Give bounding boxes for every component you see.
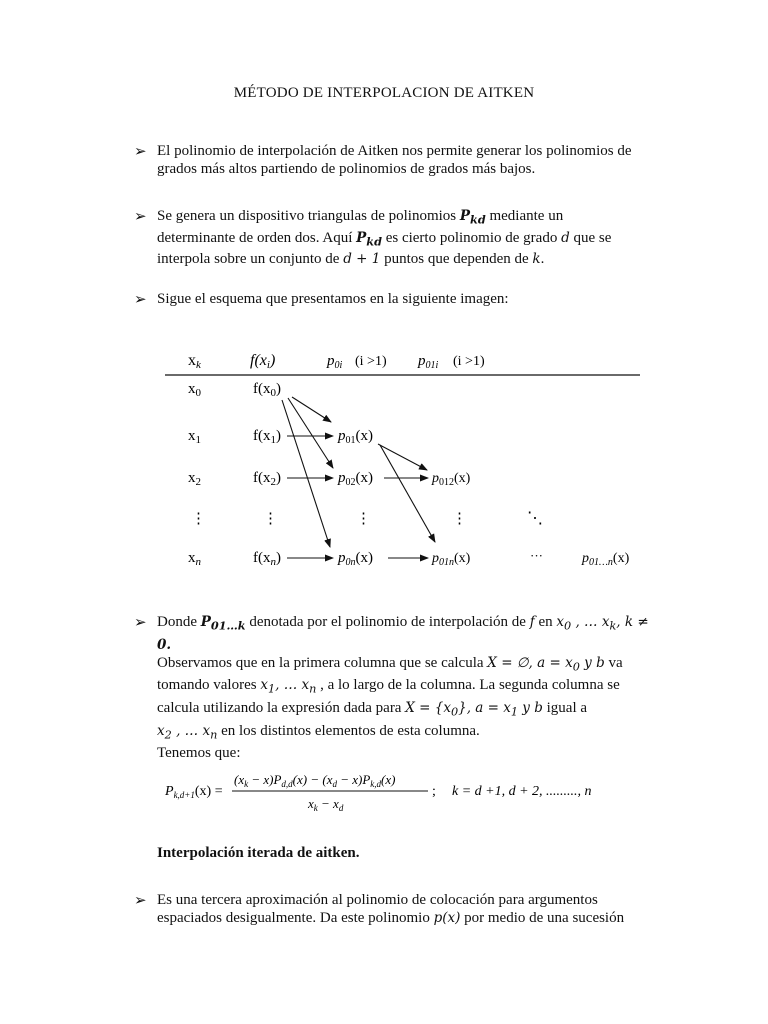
p012-label: $p_{012}(x)$ xyxy=(432,471,471,488)
formula-range: k = d +1, d + 2, ........., n xyxy=(452,784,592,799)
text: en los distintos elementos de esta columna. xyxy=(217,722,480,739)
text: . xyxy=(540,251,545,268)
math-sub: kd xyxy=(470,212,486,227)
math-x2 xyxy=(157,722,172,742)
math-text: x xyxy=(601,614,610,630)
p01n-final-label: $p_{01\dots n}(x)$ xyxy=(582,551,630,568)
math-text: x xyxy=(301,677,310,694)
math-p-of-x: p(x) xyxy=(433,910,461,926)
p0-vdots: ⋮ xyxy=(356,511,371,527)
math-text: x xyxy=(157,722,165,739)
text: Se genera un dispositivo triangulas de polinomios xyxy=(157,208,460,224)
math-xn xyxy=(202,722,218,742)
text-line xyxy=(157,699,662,722)
column-p01i xyxy=(431,471,471,568)
fxn-label: $f(x_n)$ xyxy=(253,550,281,568)
text-line xyxy=(157,722,662,745)
math-text: , … xyxy=(275,677,302,694)
text-line: Es una tercera aproximación al polinomio de colocación para argumentos xyxy=(157,892,598,908)
math-pkd xyxy=(356,229,382,249)
header-p01i: $p_{01i}$ xyxy=(418,353,439,371)
text: que se xyxy=(569,229,612,246)
text: tomando valores xyxy=(157,677,261,694)
math-text: , … xyxy=(171,722,203,739)
arrow-fx0-p01 xyxy=(292,397,331,422)
math-sub: n xyxy=(210,728,218,742)
math-text: y b xyxy=(579,654,605,671)
schema-header xyxy=(188,352,485,371)
bullet-arrow-icon: ➢ xyxy=(134,893,147,909)
page-title: MÉTODO DE INTERPOLACION DE AITKEN xyxy=(233,85,535,101)
text-line xyxy=(157,250,657,268)
arrow-fx0-p0n xyxy=(282,400,330,547)
p0n-label: $p_{0n}(x)$ xyxy=(338,550,373,568)
math-text: X = {x xyxy=(405,700,451,717)
text-line: Tenemos que: xyxy=(157,745,241,762)
x0-label: $x_0$ xyxy=(188,381,201,399)
p01-label: $p_{01}(x)$ xyxy=(338,428,373,446)
x-vdots: ⋮ xyxy=(191,511,206,527)
bullet-arrow-icon: ➢ xyxy=(134,144,147,160)
math-text: X = ∅, a = x xyxy=(487,654,573,671)
formula-lhs: $P_{k,d+1}(x)$ = xyxy=(165,784,223,800)
fx1-label: $f(x_1)$ xyxy=(253,428,281,446)
header-p0i: $p_{0i}$ xyxy=(327,353,343,371)
bullet-arrow-icon: ➢ xyxy=(134,209,147,225)
xn-label: $x_n$ xyxy=(188,550,201,568)
math-text: x xyxy=(556,614,564,630)
text: , a lo largo de la columna. La segunda columna se xyxy=(316,677,620,694)
aitken-scheme-diagram xyxy=(0,340,768,580)
text: en xyxy=(534,614,557,630)
math-f: f xyxy=(529,614,535,630)
f-vdots: ⋮ xyxy=(263,511,278,527)
text: puntos que dependen de xyxy=(380,251,533,268)
arrow-p01-p012 xyxy=(378,444,427,470)
text: mediante un xyxy=(485,208,564,224)
math-sub: 1 xyxy=(267,683,276,697)
math-sub: 0 xyxy=(564,619,572,633)
math-pkd xyxy=(459,208,486,227)
column-p0i xyxy=(337,428,373,568)
column-f xyxy=(253,381,281,568)
diagonal-dots: ⋱ xyxy=(527,510,543,527)
math-x-set xyxy=(405,700,543,719)
header-x: xk xyxy=(188,352,201,371)
header-cond1: (i >1) xyxy=(355,354,387,369)
p02-label: $p_{02}(x)$ xyxy=(338,470,373,488)
text: interpola sobre un conjunto de xyxy=(157,251,344,268)
paragraph-triangular xyxy=(157,207,657,268)
math-sub: 01…k xyxy=(210,618,246,633)
text: es cierto polinomio de grado xyxy=(381,229,562,246)
text: determinante de orden dos. Aquí xyxy=(157,229,357,246)
math-k: k xyxy=(532,251,541,268)
math-text: y b xyxy=(518,700,543,717)
math-x-empty xyxy=(487,654,605,674)
text-line xyxy=(157,654,662,677)
math-d-plus-1: d + 1 xyxy=(343,251,381,268)
text-line: 0. xyxy=(157,636,172,653)
text: igual a xyxy=(542,700,588,717)
math-sub: kd xyxy=(366,234,382,249)
math-p01k xyxy=(200,614,246,633)
math-text: , k ≠ xyxy=(616,614,649,630)
math-text: P xyxy=(459,208,471,224)
math-text: x xyxy=(260,677,268,694)
math-sub: 0 xyxy=(450,705,459,719)
x1-label: $x_1$ xyxy=(188,428,201,446)
text-line xyxy=(157,676,662,699)
math-sub: 2 xyxy=(164,728,172,742)
x2-label: $x_2$ xyxy=(188,470,201,488)
math-text: P xyxy=(356,229,367,246)
paragraph-iterada xyxy=(157,891,657,927)
math-text: x xyxy=(202,722,211,739)
math-xn xyxy=(301,677,317,697)
text-line xyxy=(157,909,657,927)
math-xk xyxy=(601,614,617,633)
paragraph-donde xyxy=(157,613,662,762)
formula-semicolon: ; xyxy=(432,784,436,799)
column-x xyxy=(188,381,206,568)
header-cond2: (i >1) xyxy=(453,354,485,369)
text: por medio de una sucesión xyxy=(460,910,625,926)
math-d: d xyxy=(561,229,570,246)
math-sub: k xyxy=(609,619,617,633)
header-fxi: f(xi) xyxy=(250,352,276,371)
text: Observamos que en la primera columna que se calcula xyxy=(157,654,488,671)
bullet-arrow-icon: ➢ xyxy=(134,292,147,308)
text-line: grados más altos partiendo de polinomios de grados más bajos. xyxy=(157,161,536,177)
section-heading: Interpolación iterada de aitken. xyxy=(157,845,360,861)
formula-denominator: $x_k - x_d$ xyxy=(308,796,344,813)
horizontal-dots: ··· xyxy=(530,548,543,563)
paragraph-intro xyxy=(157,142,657,178)
fx0-label: $f(x_0)$ xyxy=(253,381,281,399)
text-line: El polinomio de interpolación de Aitken nos permite generar los polinomios de xyxy=(157,143,632,159)
p01-vdots: ⋮ xyxy=(452,511,467,527)
math-x1 xyxy=(260,677,276,697)
aitken-formula xyxy=(0,760,768,820)
text-line xyxy=(157,229,657,251)
text: calcula utilizando la expresión dada para xyxy=(157,700,406,717)
p01n-label: $p_{01n}(x)$ xyxy=(432,551,471,568)
math-x0 xyxy=(556,614,572,633)
text: espaciados desigualmente. Da este polinomio xyxy=(157,910,434,926)
math-text: P xyxy=(200,614,211,630)
text: va xyxy=(604,654,623,671)
math-text: }, a = x xyxy=(458,700,511,717)
paragraph-schema-intro: Sigue el esquema que presentamos en la siguiente imagen: xyxy=(157,291,509,307)
math-sub: 1 xyxy=(510,705,519,719)
math-sub: 0 xyxy=(572,660,580,674)
formula-numerator: $(x_k - x)P_{d,d}(x) - (x_d - x)P_{k,d}(x)$ xyxy=(234,772,396,789)
text: Donde xyxy=(157,614,201,630)
math-sub: n xyxy=(309,683,317,697)
fx2-label: $f(x_2)$ xyxy=(253,470,281,488)
text: denotada por el polinomio de interpolación de xyxy=(245,614,530,630)
text-line xyxy=(157,207,657,229)
math-text: , … xyxy=(571,614,602,630)
text-line xyxy=(157,613,662,636)
bullet-arrow-icon: ➢ xyxy=(134,615,147,631)
